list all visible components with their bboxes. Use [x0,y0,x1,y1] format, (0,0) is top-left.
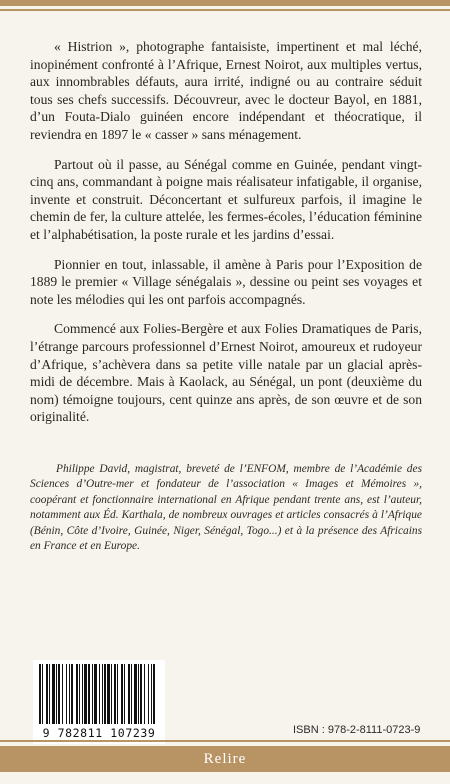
paragraph-2: Partout où il passe, au Sénégal comme en Guinée, pendant vingt-cinq ans, commandant à poigne mais réalisateur infatigable, il organise, invente et construit. Déconcertant et sulfureux parfois, il imagine le chemin de fer, la culture attelée, les fermes-écoles, l’éducation féminine et l’alphabétisation, la poste rurale et les jardins d’essai. [30,156,422,242]
barcode-bar [58,664,60,724]
barcode-bar [66,664,67,724]
isbn-label: ISBN : 978-2-8111-0723-9 [293,724,421,736]
barcode-number: 9 782811 107239 [42,726,156,740]
paragraph-1: « Histrion », photographe fantaisiste, impertinent et mal léché, inopinément confronté à l’Afrique, Ernest Noirot, aux multiples vertus, aux innombrables défauts, aura irrité, indigné ou au contraire séduit tous ses chefs successifs. Découvreur, avec le docteur Bayol, en 1881, d’un Fouta-Dialo guinéen encore indépendant et théocratique, il reviendra en 1897 le « casser » sans ménagement. [30,39,422,142]
publisher-name: Relire [203,751,247,767]
barcode [33,660,165,744]
barcode-bar [56,664,57,724]
barcode-bar [42,664,43,724]
barcode-bar [128,664,130,724]
barcode-bar [69,664,70,724]
barcode-bar [62,664,63,724]
top-decorative-band [0,0,450,6]
top-decorative-rule [0,9,450,11]
barcode-bar [111,664,112,724]
barcode-bar [46,664,48,724]
barcode-bar [79,664,80,724]
barcode-bar [114,664,116,724]
barcode-bars [39,664,159,724]
bottom-decorative-rule [0,740,450,742]
barcode-bar [151,664,152,724]
barcode-bar [107,664,110,724]
barcode-bar [131,664,132,724]
barcode-bar [144,664,145,724]
barcode-bar [92,664,93,724]
barcode-bar [88,664,90,724]
barcode-bar [148,664,149,724]
barcode-bar [76,664,78,724]
barcode-bar [121,664,123,724]
barcode-bar [94,664,97,724]
barcode-bar [71,664,73,724]
barcode-bar [153,664,155,724]
paragraph-4: Commencé aux Folies-Bergère et aux Folies Dramatiques de Paris, l’étrange parcours professionnel d’Ernest Noirot, amoureux et rudoyeur d’Afrique, s’achèvera dans sa petite ville natale par un glacial après-midi de décembre. Mais à Kaolack, au Sénégal, un pont (deuxième du nom) témoigne toujours, cent quinze ans après, de son œuvre et de son originalité. [30,321,422,425]
barcode-bar [102,664,103,724]
back-cover-text [30,38,422,438]
barcode-bar [117,664,118,724]
barcode-bar [82,664,83,724]
barcode-bar [39,664,41,724]
paragraph-3: Pionnier en tout, inlassable, il amène à Paris pour l’Exposition de 1889 le premier « Village sénégalais », dessine ou peint ses voyages et note les mélodies qui les ont parfois accompagnés. [30,256,422,307]
barcode-bar [134,664,137,724]
barcode-bar [84,664,87,724]
barcode-bar [99,664,100,724]
barcode-bar [49,664,50,724]
barcode-bar [140,664,142,724]
barcode-bar [104,664,106,724]
barcode-bar [124,664,125,724]
barcode-bar [52,664,55,724]
barcode-bar [138,664,139,724]
author-bio: Philippe David, magistrat, breveté de l’ENFOM, membre de l’Académie des Sciences d’Outre-mer et fondateur de l’association « Images et Mémoires », coopérant et fonctionnaire international en Afrique pendant trente ans, est l’auteur, notamment aux Éd. Karthala, de nombreux ouvrages et articles consacrés à l’Afrique (Bénin, Côte d’Ivoire, Guinée, Niger, Sénégal, Togo...) et à la présence des Africains en France et en Europe. [30,463,422,553]
